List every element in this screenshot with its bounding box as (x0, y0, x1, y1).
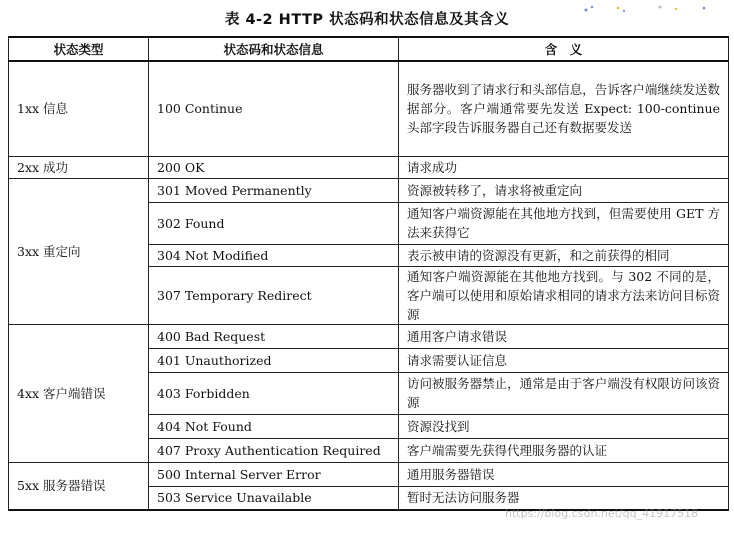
status-type-cell: 5xx 服务器错误 (9, 462, 149, 510)
status-code-cell: 400 Bad Request (149, 324, 399, 348)
status-code-cell: 302 Found (149, 202, 399, 244)
table-row (9, 156, 729, 178)
meaning-cell: 通知客户端资源能在其他地方找到。与 302 不同的是，客户端可以使用和原始请求相同的请求方法来访问目标资源 (399, 266, 729, 324)
meaning-cell: 请求成功 (399, 156, 729, 178)
meaning-cell: 服务器收到了请求行和头部信息，告诉客户端继续发送数据部分。客户端通常要先发送 Expect: 100-continue 头部字段告诉服务器自己还有数据要发送 (399, 61, 729, 156)
table-body (9, 61, 729, 510)
status-code-cell: 401 Unauthorized (149, 348, 399, 372)
status-code-cell: 404 Not Found (149, 414, 399, 438)
status-code-cell: 301 Moved Permanently (149, 178, 399, 202)
table-title: 表 4-2 HTTP 状态码和状态信息及其含义 (224, 12, 510, 28)
meaning-cell: 通知客户端资源能在其他地方找到，但需要使用 GET 方法来获得它 (399, 202, 729, 244)
meaning-cell: 访问被服务器禁止，通常是由于客户端没有权限访问该资源 (399, 372, 729, 414)
decorative-marks (580, 2, 720, 20)
meaning-cell: 表示被申请的资源没有更新，和之前获得的相同 (399, 244, 729, 266)
meaning-cell: 暂时无法访问服务器 (399, 486, 729, 510)
status-code-cell: 307 Temporary Redirect (149, 266, 399, 324)
meaning-cell: 客户端需要先获得代理服务器的认证 (399, 438, 729, 462)
table-row (9, 178, 729, 202)
header-meaning: 含 义 (399, 37, 729, 61)
status-type-cell: 2xx 成功 (9, 156, 149, 178)
status-type-cell: 4xx 客户端错误 (9, 324, 149, 462)
status-code-cell: 500 Internal Server Error (149, 462, 399, 486)
http-status-table (8, 36, 729, 511)
meaning-cell: 资源被转移了，请求将被重定向 (399, 178, 729, 202)
table-row (9, 61, 729, 156)
meaning-cell: 通用客户请求错误 (399, 324, 729, 348)
table-header-row (9, 37, 729, 61)
header-status-code: 状态码和状态信息 (149, 37, 399, 61)
status-code-cell: 403 Forbidden (149, 372, 399, 414)
meaning-cell: 请求需要认证信息 (399, 348, 729, 372)
status-type-cell: 3xx 重定向 (9, 178, 149, 324)
watermark: https://blog.csdn.net/qq_41917518 (505, 507, 699, 520)
status-code-cell: 304 Not Modified (149, 244, 399, 266)
meaning-cell: 资源没找到 (399, 414, 729, 438)
table-row (9, 324, 729, 348)
status-code-cell: 200 OK (149, 156, 399, 178)
header-status-type: 状态类型 (9, 37, 149, 61)
status-code-cell: 503 Service Unavailable (149, 486, 399, 510)
meaning-cell: 通用服务器错误 (399, 462, 729, 486)
status-type-cell: 1xx 信息 (9, 61, 149, 156)
status-code-cell: 407 Proxy Authentication Required (149, 438, 399, 462)
status-code-cell: 100 Continue (149, 61, 399, 156)
table-row (9, 462, 729, 486)
